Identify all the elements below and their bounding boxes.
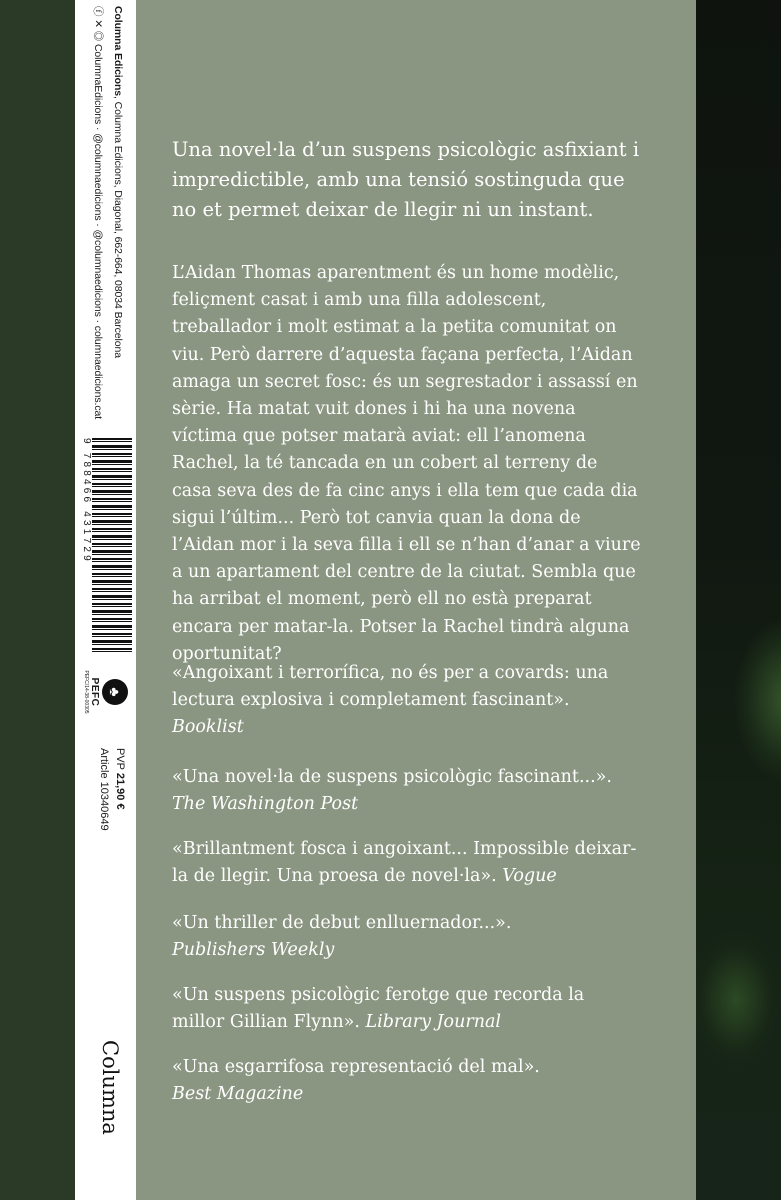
- dark-foliage-edge: [696, 0, 781, 1200]
- quote-3: «Brillantment fosca i angoixant... Impossible deixar-la de llegir. Una proesa de novel·la». Vogue: [172, 839, 637, 887]
- lead-blurb: Una novel·la d’un suspens psicològic asfixiant i impredictible, amb una tensió sostinguda que no et permet deixar de llegir ni un instant.: [172, 138, 640, 221]
- social-icons: ⓕ ✕ ◎: [92, 6, 104, 44]
- quote-6: «Una esgarrifosa representació del mal». Best Magazine: [172, 1057, 540, 1105]
- tree-icon: ♣: [102, 679, 128, 705]
- quote-4: «Un thriller de debut enlluernador...». Publishers Weekly: [172, 913, 512, 961]
- isbn-barcode: [92, 438, 132, 653]
- quote-source: Vogue: [502, 866, 557, 887]
- spine-rotated-content: [75, 0, 136, 1200]
- pefc-code: PEFC/14-38-00305: [83, 670, 89, 714]
- quote-source: Booklist: [172, 717, 244, 738]
- quote-source: Library Journal: [365, 1012, 502, 1033]
- leaf-texture-left: [0, 0, 75, 1200]
- publisher-logo: Columna: [98, 1040, 122, 1135]
- quote-2: «Una novel·la de suspens psicològic fascinant...». The Washington Post: [172, 767, 612, 815]
- price-label: PVP 21,90 €: [114, 748, 126, 810]
- isbn-number: 9 788466 431729: [81, 438, 92, 564]
- synopsis: L’Aidan Thomas aparentment és un home modèlic, feliçment casat i amb una filla adolescent, treballador i molt estimat a la petita comunitat on viu. Però darrere d’aquesta façana perfecta, l’Aidan amaga un secret fosc: és un segrestador i assassí en sèrie. Ha matat vuit dones i hi ha una novena víctima que potser matarà aviat: ell l’anomena Rachel, la té tancada en un cobert al terreny de casa seva des de fa cinc anys i ella tem que cada dia sigui l’últim... Però tot canvia quan la dona de l’Aidan mor i la seva filla i ell se n’han d’anar a viure a un apartament del centre de la ciutat. Sembla que ha arribat el moment, però ell no està preparat encara per matar-la. Potser la Rachel tindrà alguna oportunitat?: [172, 263, 641, 664]
- quote-1: «Angoixant i terrorífica, no és per a covards: una lectura explosiva i completament fascinant». Booklist: [172, 663, 609, 738]
- quote-source: Publishers Weekly: [172, 940, 335, 961]
- pefc-logo: [82, 662, 128, 722]
- quote-source: Best Magazine: [172, 1084, 304, 1105]
- quote-source: The Washington Post: [172, 794, 359, 815]
- article-number: Article 10340649: [98, 748, 110, 831]
- spine-address: Columna Edicions, Columna Edicions, Diagonal, 662-664, 08034 Barcelona: [112, 6, 124, 358]
- book-spine: [75, 0, 136, 1200]
- pefc-label: PEFC: [89, 677, 100, 707]
- spine-social: ⓕ ✕ ◎ ColumnaEdicions · @columnaedicions · @columnaedicions · columnaedicions.cat: [92, 6, 104, 420]
- quote-5: «Un suspens psicològic ferotge que recorda la millor Gillian Flynn». Library Journal: [172, 985, 585, 1033]
